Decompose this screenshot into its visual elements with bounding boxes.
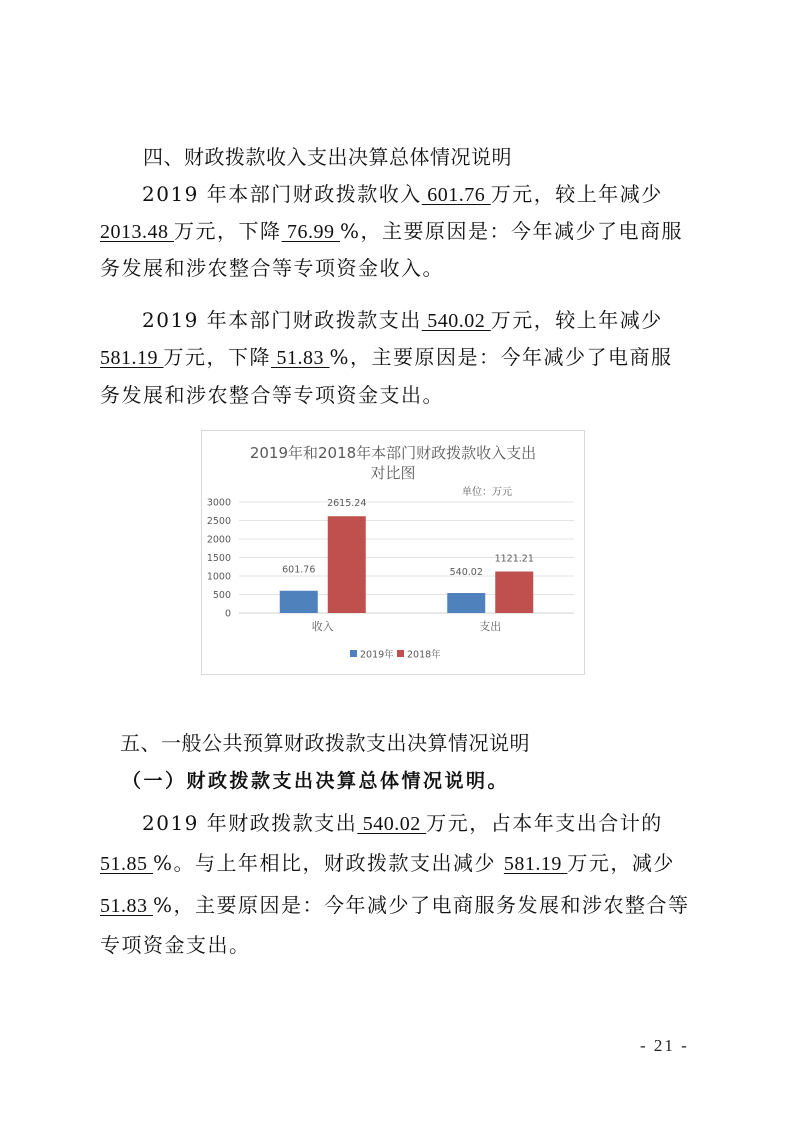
section5-p3-line2: [100, 851, 675, 876]
section4-p1-line1: [142, 182, 663, 207]
section4-p2-line3: 务发展和涉农整合等专项资金支出。: [100, 383, 444, 407]
legend-swatch: [350, 650, 357, 657]
text: 万元，下降: [163, 345, 271, 369]
chart-title-line2: 对比图: [370, 464, 416, 482]
data-label: 601.76: [282, 564, 316, 576]
text: 2019 年本部门财政拨款收入: [142, 182, 422, 206]
text: 万元，较上年减少: [490, 182, 663, 206]
data-label: 540.02: [449, 567, 483, 579]
expense-decrease-value: 581.19: [503, 853, 568, 875]
section5-p3-line1: [142, 811, 663, 836]
text: 2019 年财政拨款支出: [142, 811, 358, 835]
legend-swatch: [397, 650, 404, 657]
expense-decrease-percent: 51.83: [271, 347, 330, 369]
section4-p2-line1: [142, 308, 663, 333]
page-number: - 21 -: [640, 1036, 689, 1055]
legend-label: 2018年: [407, 649, 441, 661]
section4-p2-line2: [100, 345, 673, 370]
text: 万元，较上年减少: [490, 308, 663, 332]
expense-value: 540.02: [357, 813, 427, 835]
bar-chart: [201, 430, 585, 675]
y-tick-label: 500: [212, 590, 231, 601]
expense-share-percent: 51.85: [100, 853, 153, 875]
chart-canvas: [202, 431, 584, 674]
section5-heading: 五、一般公共预算财政拨款支出决算情况说明: [120, 731, 530, 755]
section5-p3-line4: 专项资金支出。: [100, 933, 251, 957]
income-decrease-percent: 76.99: [281, 221, 340, 243]
expense-decrease-value: 581.19: [100, 347, 164, 369]
text: %，主要原因是：今年减少了电商服: [340, 219, 684, 243]
bar-2018年-支出: [495, 572, 533, 613]
y-tick-label: 2000: [206, 534, 231, 546]
text: %。与上年相比，财政拨款支出减少: [153, 851, 504, 875]
text: %，主要原因是：今年减少了电商服务发展和涉农整合等: [153, 893, 690, 917]
section4-p1-line3: 务发展和涉农整合等专项资金收入。: [100, 256, 444, 280]
bar-2018年-收入: [328, 516, 366, 613]
legend-label: 2019年: [360, 649, 394, 661]
text: 万元，减少: [567, 851, 675, 875]
text: 2019 年本部门财政拨款支出: [142, 308, 422, 332]
data-labels: [282, 498, 534, 578]
section5-p3-line3: [100, 893, 690, 918]
expense-decrease-percent: 51.83: [100, 895, 153, 917]
income-2019-value: 601.76: [421, 184, 491, 206]
y-tick-label: 1500: [206, 553, 231, 564]
bar-2019年-收入: [280, 591, 318, 613]
text: 万元，下降: [174, 219, 282, 243]
y-tick-label: 1000: [206, 571, 231, 583]
text: %，主要原因是：今年减少了电商服: [329, 345, 673, 369]
section5-subheading-1: （一）财政拨款支出决算总体情况说明。: [122, 770, 510, 792]
income-decrease-value: 2013.48: [100, 221, 174, 243]
section4-heading: 四、财政拨款收入支出决算总体情况说明: [143, 145, 512, 169]
chart-title-line1: 2019年和2018年本部门财政拨款收入支出: [249, 444, 537, 462]
data-label: 1121.21: [494, 553, 534, 565]
y-tick-label: 0: [224, 608, 231, 620]
section4-p1-line2: [100, 219, 683, 244]
bar-2019年-支出: [447, 593, 485, 613]
data-label: 2615.24: [327, 498, 367, 510]
x-category-label: 收入: [311, 620, 334, 633]
x-axis-categories: [312, 619, 502, 633]
legend: [350, 649, 441, 661]
unit-label: 单位：万元: [462, 487, 512, 498]
bars: [280, 516, 534, 613]
x-category-label: 支出: [479, 620, 502, 633]
y-tick-label: 2500: [206, 516, 231, 527]
text: 万元，占本年支出合计的: [426, 811, 663, 835]
y-tick-label: 3000: [206, 497, 231, 509]
y-axis-ticks: [207, 498, 231, 620]
expense-2019-value: 540.02: [421, 310, 491, 332]
